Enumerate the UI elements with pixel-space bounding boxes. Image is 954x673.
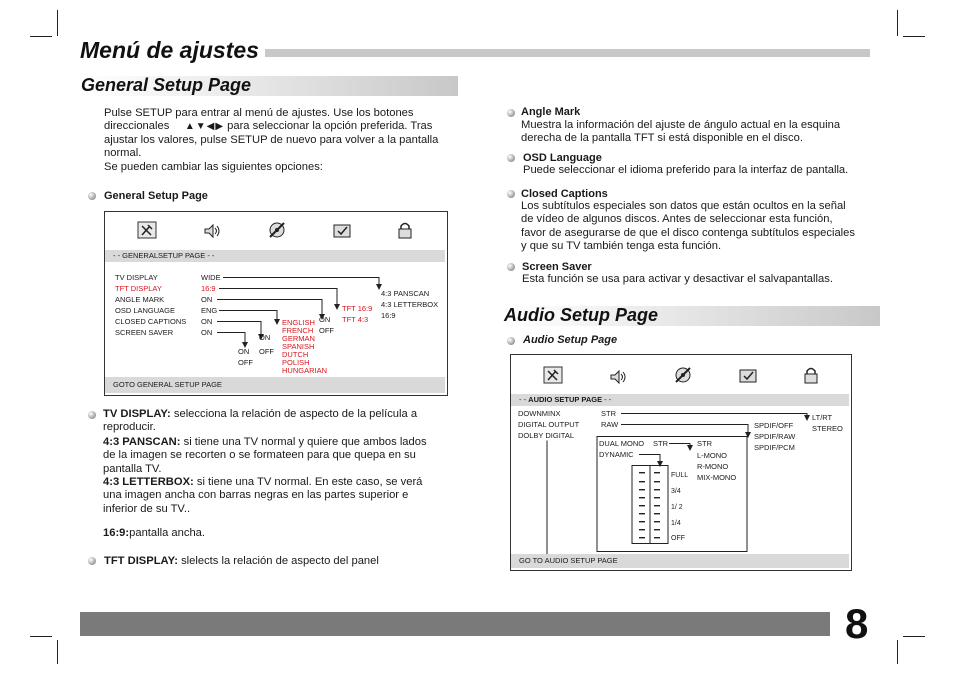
menu-item-downmix[interactable]: DOWNMINX (518, 409, 561, 418)
option-angle-on[interactable]: ON (319, 315, 331, 324)
crop-mark (57, 640, 58, 664)
option-ltrt[interactable]: LT/RT (812, 413, 833, 422)
dolby-item-dynamic[interactable]: DYNAMIC (599, 450, 634, 459)
menu-item-tv-display[interactable]: TV DISPLAY (115, 273, 158, 282)
page-title: Menú de ajustes (80, 37, 265, 64)
footer-bar (80, 612, 830, 636)
crop-mark (903, 636, 925, 637)
value-closed-captions: ON (201, 317, 213, 326)
value-tft-display: 16:9 (201, 284, 216, 293)
tv-display-description: TV DISPLAY: selecciona la relación de aspecto de la película a reproducir. 4:3 PANSCAN: si tiene una TV normal y quiere que ambos lados de la imagen se recorten o se formateen para que quepa en su pantalla TV. 4:3 LETTERBOX: si tiene una TV normal. En este caso, se verá una imagen ancha con barras negras en las partes superior e inferior de su TV.. 16:9:pantalla ancha. (103, 408, 427, 540)
language-french[interactable]: FRENCH (282, 326, 314, 335)
value-tv-display: WIDE (201, 273, 221, 282)
dynamic-level-1-4[interactable]: 1/4 (671, 520, 681, 527)
menu-item-digital-output[interactable]: DIGITAL OUTPUT (518, 420, 580, 429)
crop-mark (30, 636, 52, 637)
option-dual-str[interactable]: STR (697, 439, 712, 448)
general-setup-menu (104, 211, 448, 396)
dynamic-level-3-4[interactable]: 3/4 (671, 488, 681, 495)
bullet-icon (88, 192, 96, 200)
menu-item-tft-display[interactable]: TFT DISPLAY (115, 284, 162, 293)
option-r-mono[interactable]: R-MONO (697, 462, 729, 471)
dynamic-level-1-2[interactable]: 1/ 2 (671, 504, 683, 511)
option-angle-off[interactable]: OFF (319, 326, 334, 335)
audio-menu-footer[interactable]: GO TO AUDIO SETUP PAGE (511, 554, 849, 568)
option-spdif-off[interactable]: SPDIF/OFF (754, 421, 794, 430)
option-captions-off[interactable]: OFF (259, 347, 274, 356)
value-angle-mark: ON (201, 295, 213, 304)
menu-item-angle-mark[interactable]: ANGLE MARK (115, 295, 165, 304)
crop-mark (57, 10, 58, 36)
audio-menu-heading: Audio Setup Page (523, 334, 618, 346)
general-menu-heading: General Setup Page (104, 190, 208, 202)
screen-saver-text: Esta función se usa para activar y desactivar el salvapantallas. (522, 273, 833, 285)
general-menu-bar: - - GENERALSETUP PAGE - - (105, 250, 445, 262)
screen-saver-heading: Screen Saver (522, 261, 592, 273)
tft-display-description: TFT DISPLAY: slelects la relación de aspecto del panel (104, 555, 379, 567)
option-tft-4-3[interactable]: TFT 4:3 (342, 315, 369, 324)
audio-menu-bar: - - AUDIO SETUP PAGE - - (511, 394, 849, 406)
audio-setup-menu (510, 354, 852, 571)
general-menu-footer[interactable]: GOTO GENERAL SETUP PAGE (105, 377, 445, 393)
language-english[interactable]: ENGLISH (282, 318, 315, 327)
value-dual-mono: STR (653, 439, 668, 448)
value-digital-output: RAW (601, 420, 619, 429)
bullet-icon (88, 411, 96, 419)
option-mix-mono[interactable]: MIX-MONO (697, 473, 737, 482)
angle-mark-text: Muestra la información del ajuste de ángulo actual en la esquina derecha de la pantalla TFT si está disponible en el disco. (521, 119, 841, 145)
osd-language-heading: OSD Language (523, 152, 602, 164)
menu-item-dolby-digital[interactable]: DOLBY DIGITAL (518, 431, 574, 440)
dolby-item-dual-mono[interactable]: DUAL MONO (599, 439, 645, 448)
bullet-icon (507, 263, 515, 271)
language-polish[interactable]: POLISH (282, 358, 310, 367)
menu-item-osd-language[interactable]: OSD LANGUAGE (115, 306, 176, 315)
crop-mark (903, 36, 925, 37)
value-downmix: STR (601, 409, 616, 418)
crop-mark (30, 36, 52, 37)
general-section-title: General Setup Page (81, 75, 252, 95)
bullet-icon (507, 154, 515, 162)
language-hungarian[interactable]: HUNGARIAN (282, 366, 328, 375)
value-osd-language: ENG (201, 306, 218, 315)
language-german[interactable]: GERMAN (282, 334, 315, 343)
option-spdif-pcm[interactable]: SPDIF/PCM (754, 443, 795, 452)
option-saver-off[interactable]: OFF (238, 358, 253, 367)
language-dutch[interactable]: DUTCH (282, 350, 309, 359)
bullet-icon (507, 337, 515, 345)
bullet-icon (507, 190, 515, 198)
option-panscan[interactable]: 4:3 PANSCAN (381, 289, 430, 298)
option-letterbox[interactable]: 4:3 LETTERBOX (381, 300, 439, 309)
bullet-icon (88, 557, 96, 565)
page-number: 8 (845, 600, 869, 647)
angle-mark-heading: Angle Mark (521, 106, 581, 118)
osd-language-text: Puede seleccionar el idioma preferido para la interfaz de pantalla. (523, 164, 849, 176)
option-stereo[interactable]: STEREO (812, 424, 843, 433)
general-intro: Pulse SETUP para entrar al menú de ajustes. Use los botones direccionales ▲▼◀▶ para seleccionar la opción preferida. Tras ajustar los valores, pulse SETUP de nuevo para volver a la pantalla normal. Se pueden cambiar las siguientes opciones: (104, 107, 439, 173)
closed-captions-text: Los subtítulos especiales son datos que están ocultos en la señal de vídeo de algunos discos. Antes de seleccionar esta función, favor de asegurarse de que el disco contenga subtítulos especiales y que su TV también tenga esta función. (521, 200, 855, 253)
direction-arrows-icon: ▲▼◀▶ (184, 121, 225, 133)
audio-section-title: Audio Setup Page (504, 305, 659, 325)
crop-mark (897, 640, 898, 664)
option-saver-on[interactable]: ON (238, 347, 250, 356)
option-16-9[interactable]: 16:9 (381, 311, 396, 320)
language-spanish[interactable]: SPANISH (282, 342, 315, 351)
value-screen-saver: ON (201, 328, 213, 337)
option-spdif-raw[interactable]: SPDIF/RAW (754, 432, 796, 441)
dynamic-level-off[interactable]: OFF (671, 535, 685, 542)
bullet-icon (507, 109, 515, 117)
menu-item-screen-saver[interactable]: SCREEN SAVER (115, 328, 174, 337)
option-captions-on[interactable]: ON (259, 333, 271, 342)
crop-mark (897, 10, 898, 36)
closed-captions-heading: Closed Captions (521, 188, 608, 200)
option-tft-16-9[interactable]: TFT 16:9 (342, 304, 373, 313)
menu-item-closed-captions[interactable]: CLOSED CAPTIONS (115, 317, 187, 326)
option-l-mono[interactable]: L-MONO (697, 451, 727, 460)
dynamic-level-full[interactable]: FULL (671, 472, 689, 479)
